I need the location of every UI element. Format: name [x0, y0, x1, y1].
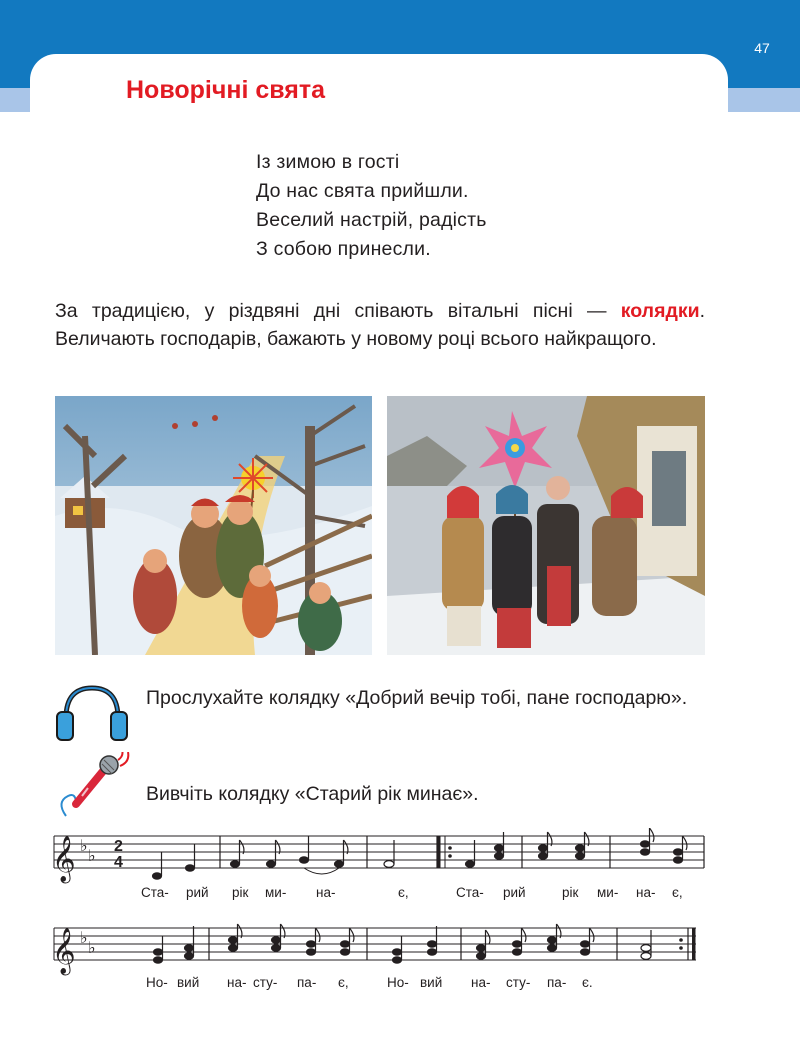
lyric-syllable: є. [582, 975, 593, 990]
svg-text:♭: ♭ [88, 938, 96, 957]
lyric-syllable: на- [227, 975, 247, 990]
poem-line: Із зимою в гості [256, 151, 400, 173]
paragraph-text: За традицією, у різдвяні дні співають вітальні пісні — [55, 300, 607, 322]
page-number: 47 [754, 40, 770, 56]
lyric-syllable: є, [672, 885, 683, 900]
paragraph-text: . Величають господарів, бажають у новому році [55, 300, 705, 350]
svg-text:♭: ♭ [80, 928, 88, 947]
lyric-syllable: рік [562, 885, 579, 900]
intro-paragraph [55, 297, 705, 353]
svg-text:♭: ♭ [88, 846, 96, 865]
svg-text:𝄞: 𝄞 [52, 836, 76, 882]
lyric-syllable: Ста- [141, 885, 169, 900]
time-signature-bottom: 4 [114, 854, 123, 871]
lyric-syllable: сту- [253, 975, 278, 990]
poem-line: З собою принесли. [256, 238, 431, 260]
lyric-syllable: па- [297, 975, 317, 990]
lyric-syllable: па- [547, 975, 567, 990]
lyric-syllable: ми- [265, 885, 287, 900]
poem [256, 148, 487, 264]
poem-line: До нас свята прийшли. [256, 180, 469, 202]
microphone-icon [54, 752, 134, 825]
lyric-syllable: Ста- [456, 885, 484, 900]
lyric-syllable: є, [398, 885, 409, 900]
lyric-syllable: рік [232, 885, 249, 900]
page-title: Новорічні свята [126, 76, 326, 104]
paragraph-text: всього найкращого. [480, 328, 657, 350]
lyric-syllable: на- [471, 975, 491, 990]
lyric-syllable: сту- [506, 975, 531, 990]
lyric-syllable: рий [503, 885, 526, 900]
music-staff-row2 [50, 920, 710, 978]
poem-line: Веселий настрій, радість [256, 209, 487, 231]
lyric-syllable: Но- [146, 975, 168, 990]
lyric-syllable: Но- [387, 975, 409, 990]
svg-text:𝄞: 𝄞 [52, 928, 76, 974]
carolers-painting [55, 396, 372, 655]
lyric-syllable: вий [420, 975, 443, 990]
lyric-syllable: вий [177, 975, 200, 990]
headphones-icon [54, 682, 130, 747]
carolers-photo [387, 396, 705, 655]
lyric-syllable: на- [316, 885, 336, 900]
music-staff-row1 [50, 828, 710, 886]
time-signature-top: 2 [114, 838, 123, 855]
svg-text:♭: ♭ [80, 836, 88, 855]
learn-task: Вивчіть колядку «Старий рік минає». [146, 783, 479, 805]
keyword-koliadky: колядки [620, 300, 700, 322]
listen-task: Прослухайте колядку «Добрий вечір тобі, пане господарю». [146, 687, 688, 709]
lyric-syllable: є, [338, 975, 349, 990]
lyric-syllable: рий [186, 885, 209, 900]
lyric-syllable: ми- [597, 885, 619, 900]
lyric-syllable: на- [636, 885, 656, 900]
